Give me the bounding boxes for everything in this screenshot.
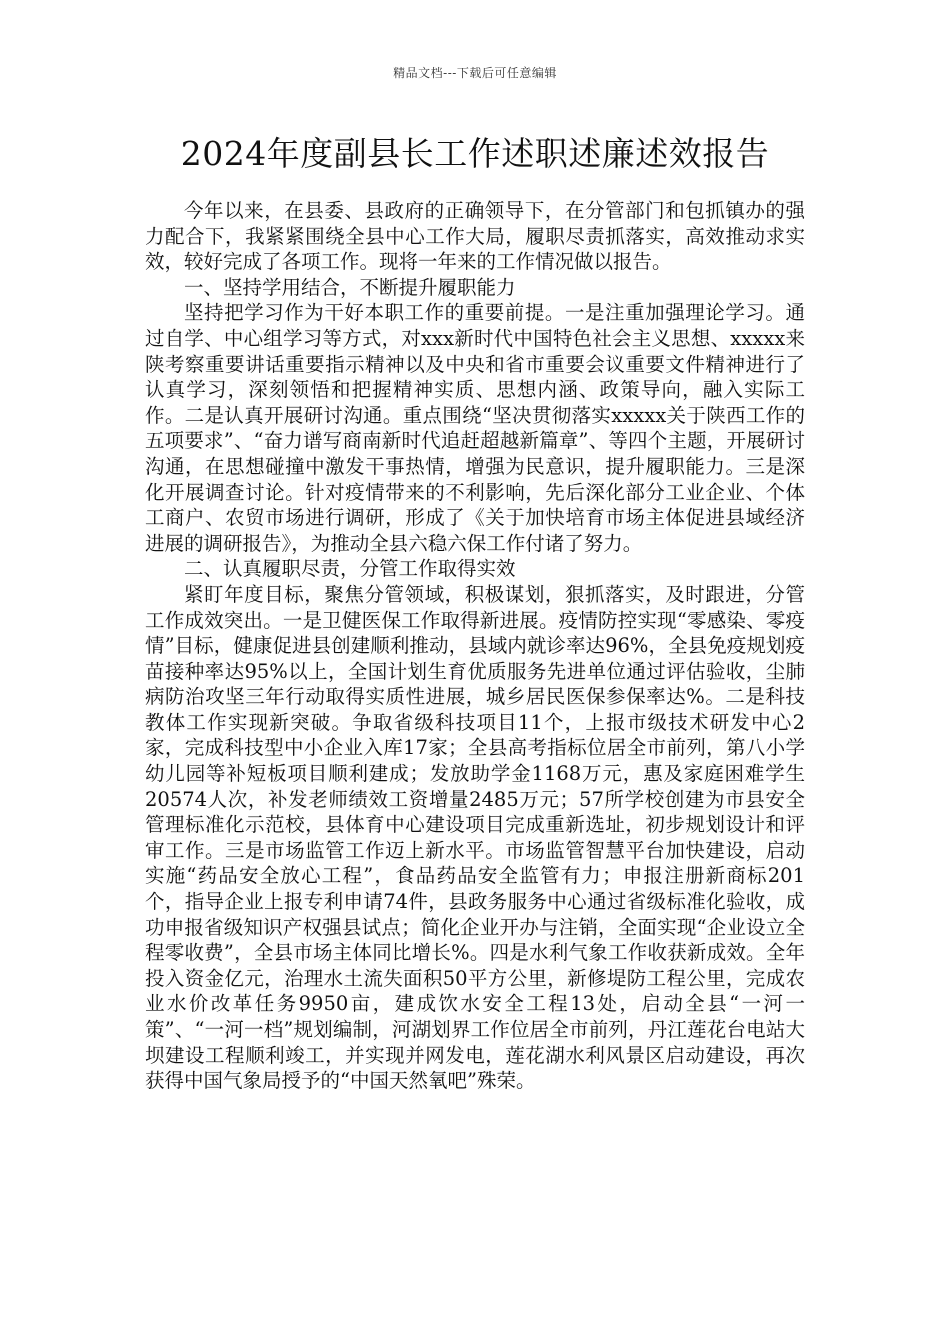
header-note: 精品文档---下载后可任意编辑 [393,66,557,80]
section-heading-1: 一、坚持学用结合，不断提升履职能力 [184,275,516,299]
document-title: 2024年度副县长工作述职述廉述效报告 [180,134,770,173]
section-2-paragraph: 紧盯年度目标，聚焦分管领域，积极谋划，狠抓落实，及时跟进，分管工作成效突出。一是卫健医保工作取得新进展。疫情防控实现“零感染、零疫情”目标，健康促进县创建顺利推动，县域内就诊率达96%，全县免疫规划疫苗接种率达95%以上，全国计划生育优质服务先进单位通过评估验收，尘肺病防治攻坚三年行动取得实质性进展，城乡居民医保参保率达%。二是科技教体工作实现新突破。争取省级科技项目11个，上报市级技术研发中心2家，完成科技型中小企业入库17家；全县高考指标位居全市前列，第八小学幼儿园等补短板项目顺利建成；发放助学金1168万元，惠及家庭困难学生20574人次，补发老师绩效工资增量2485万元；57所学校创建为市县安全管理标准化示范校，县体育中心建设项目完成重新选址，初步规划设计和评审工作。三是市场监管工作迈上新水平。市场监管智慧平台加快建设，启动实施“药品安全放心工程”，食品药品安全监管有力；申报注册新商标201个，指导企业上报专利申请74件，县政务服务中心通过省级标准化验收，成功申报省级知识产权强县试点；简化企业开办与注销，全面实现“企业设立全程零收费”，全县市场主体同比增长%。四是水利气象工作收获新成效。全年投入资金亿元，治理水土流失面积50平方公里，新修堤防工程公里，完成农业水价改革任务9950亩，建成饮水安全工程13处，启动全县“一河一策”、“一河一档”规划编制，河湖划界工作位居全市前列，丹江莲花台电站大坝建设工程顺利竣工，并实现并网发电，莲花湖水利风景区启动建设，再次获得中国气象局授予的“中国天然氧吧”殊荣。 [145,582,805,1093]
section-heading-2: 二、认真履职尽责，分管工作取得实效 [184,557,516,581]
document-body [145,198,805,1094]
intro-paragraph: 今年以来，在县委、县政府的正确领导下，在分管部门和包抓镇办的强力配合下，我紧紧围绕全县中心工作大局，履职尽责抓落实，高效推动求实效，较好完成了各项工作。现将一年来的工作情况做以报告。 [145,199,805,274]
section-1-paragraph: 坚持把学习作为干好本职工作的重要前提。一是注重加强理论学习。通过自学、中心组学习等方式，对xxx新时代中国特色社会主义思想、xxxxx来陕考察重要讲话重要指示精神以及中央和省市重要会议重要文件精神进行了认真学习，深刻领悟和把握精神实质、思想内涵、政策导向，融入实际工作。二是认真开展研讨沟通。重点围绕“坚决贯彻落实xxxxx关于陕西工作的五项要求”、“奋力谱写商南新时代追赶超越新篇章”、等四个主题，开展研讨沟通，在思想碰撞中激发干事热情，增强为民意识，提升履职能力。三是深化开展调查讨论。针对疫情带来的不利影响，先后深化部分工业企业、个体工商户、农贸市场进行调研，形成了《关于加快培育市场主体促进县域经济进展的调研报告》，为推动全县六稳六保工作付诸了努力。 [145,301,805,555]
